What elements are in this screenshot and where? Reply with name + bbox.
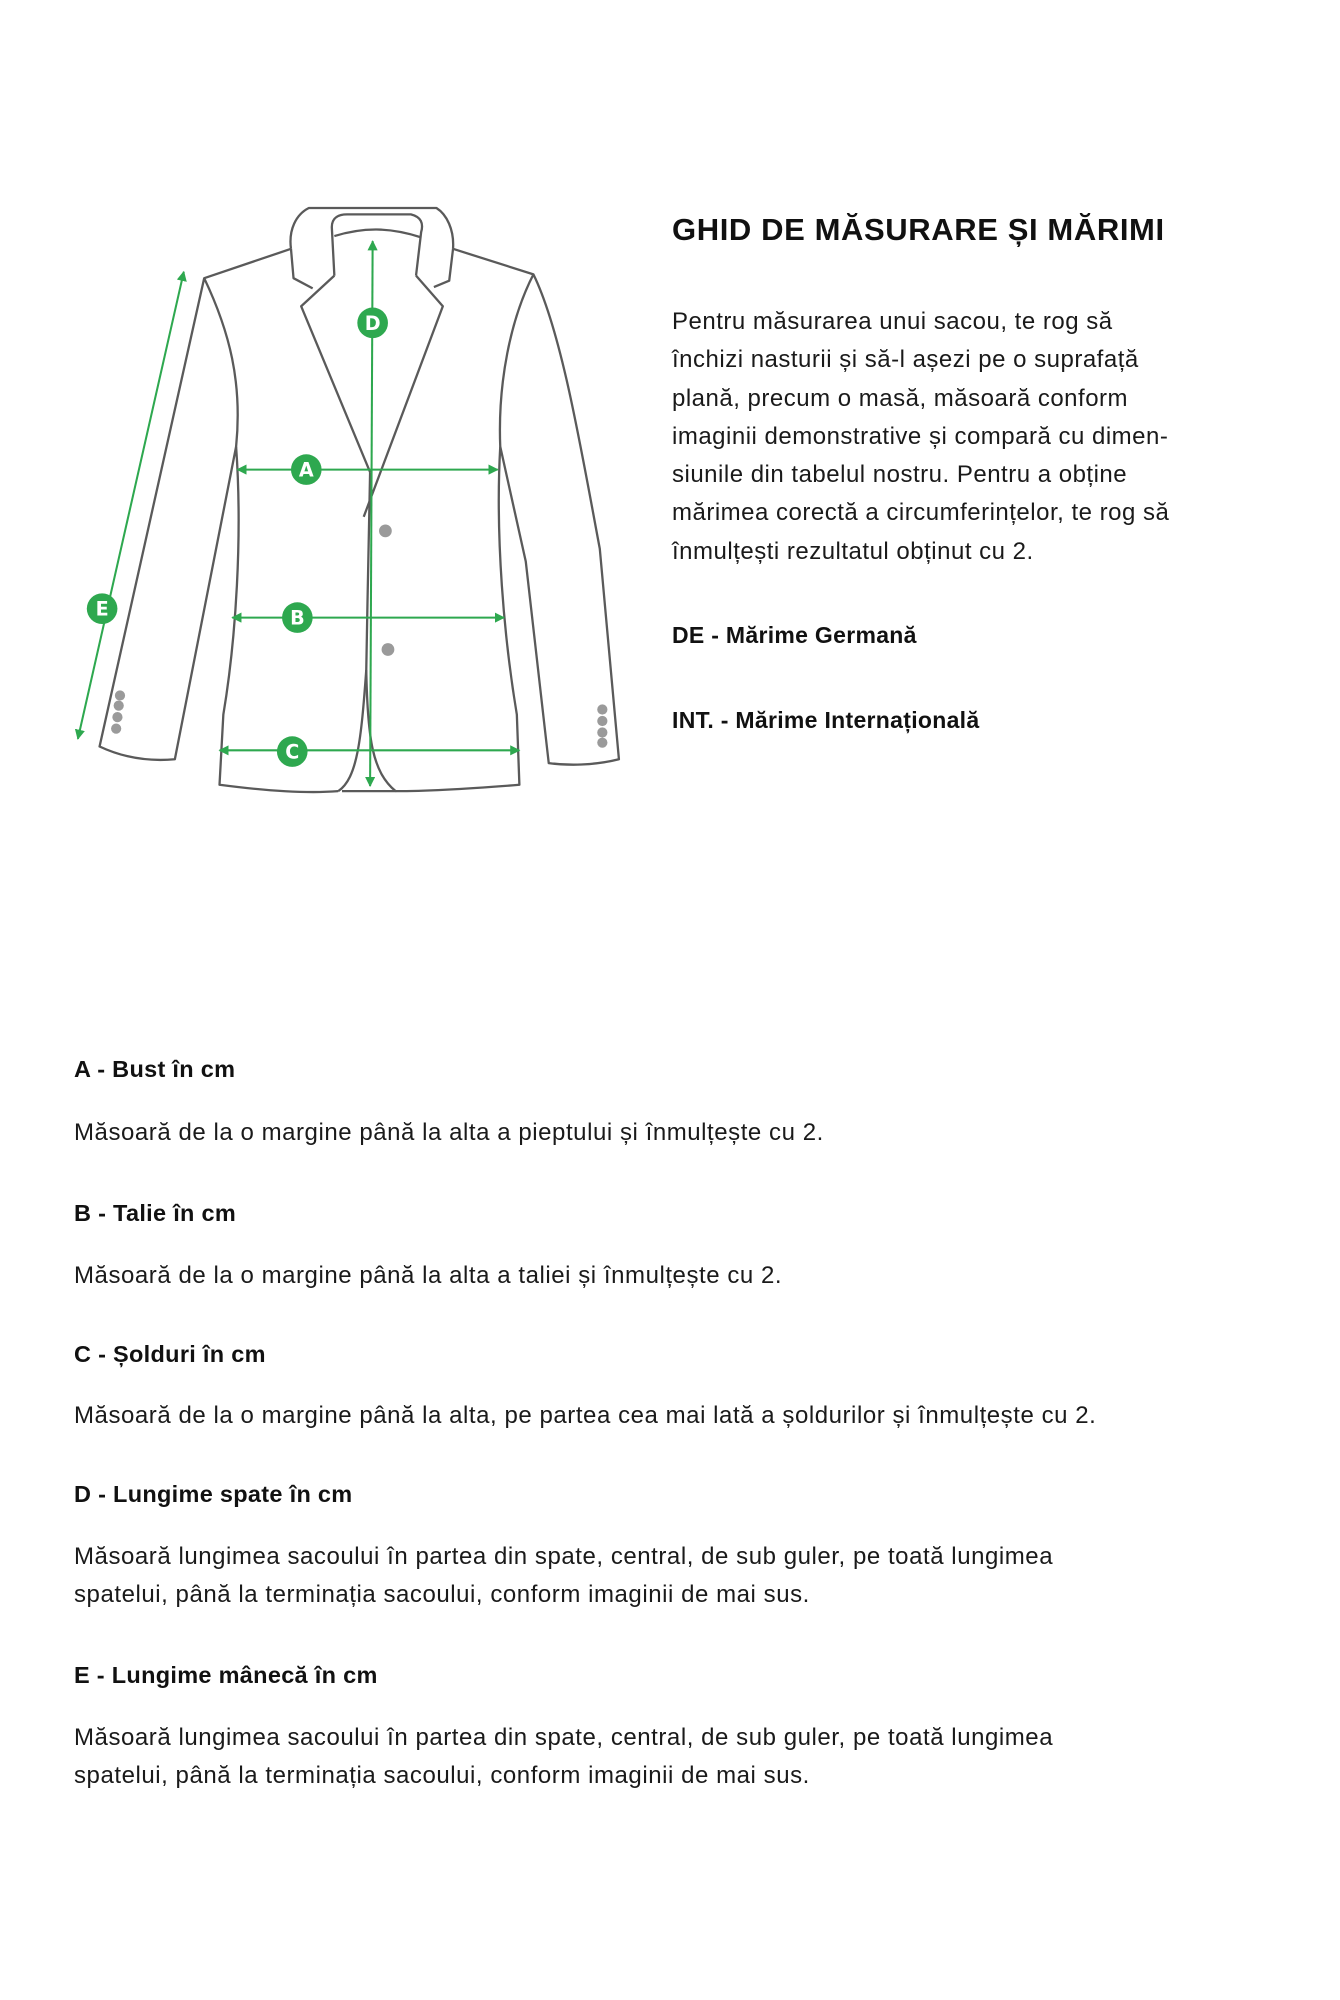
jacket-measurement-diagram (0, 0, 670, 820)
section-b-description (74, 1257, 782, 1295)
intro-line: înmulțești rezultatul obținut cu 2. (672, 537, 1034, 565)
measure-lines (78, 241, 520, 786)
intro-line: plană, precum o masă, măsoară conform (672, 384, 1129, 412)
desc-line: Măsoară de la o margine până la alta a pieptului și înmulțește cu 2. (74, 1119, 824, 1146)
label-b: B (290, 606, 305, 630)
intro-line: Pentru măsurarea unui sacou, te rog să (672, 308, 1113, 335)
section-d-title: D - Lungime spate în cm (74, 1481, 353, 1507)
desc-line: Măsoară de la o margine până la alta, pe partea cea mai lată a șoldurilor și înmulțește cu 2. (74, 1402, 1097, 1429)
measure-e-line (78, 272, 184, 739)
section-b-title: B - Talie în cm (74, 1200, 237, 1226)
section-c-title: C - Șolduri în cm (74, 1341, 266, 1367)
label-e: E (95, 597, 109, 621)
section-c-description (74, 1397, 1096, 1435)
desc-line: spatelui, până la terminația sacoului, conform imaginii de mai sus. (74, 1762, 810, 1790)
intro-line: mărimea corectă a circumferințelor, te rog să (672, 499, 1170, 527)
label-d: D (364, 311, 381, 335)
desc-line: Măsoară lungimea sacoului în partea din spate, central, de sub guler, pe toată lungimea (74, 1543, 1054, 1570)
intro-paragraph (672, 303, 1169, 571)
section-e-description (74, 1719, 1053, 1796)
page-title: GHID DE MĂSURARE ȘI MĂRIMI (672, 212, 1165, 247)
buttons (111, 524, 607, 747)
section-a-description (74, 1114, 824, 1152)
desc-line: spatelui, până la terminația sacoului, conform imaginii de mai sus. (74, 1581, 810, 1609)
label-a: A (298, 458, 314, 482)
desc-line: Măsoară de la o margine până la alta a taliei și înmulțește cu 2. (74, 1262, 783, 1289)
intro-line: închizi nasturii și să-l așezi pe o suprafață (672, 346, 1139, 374)
legend-int: INT. - Mărime Internațională (672, 707, 980, 733)
label-c: C (285, 740, 300, 764)
section-d-description (74, 1538, 1053, 1615)
legend-de: DE - Mărime Germană (672, 622, 917, 648)
intro-line: imaginii demonstrative și compară cu dimen- (672, 422, 1169, 450)
section-a-title: A - Bust în cm (74, 1056, 236, 1082)
section-e-title: E - Lungime mânecă în cm (74, 1662, 378, 1688)
intro-line: siunile din tabelul nostru. Pentru a obține (672, 461, 1128, 489)
desc-line: Măsoară lungimea sacoului în partea din spate, central, de sub guler, pe toată lungimea (74, 1724, 1054, 1751)
